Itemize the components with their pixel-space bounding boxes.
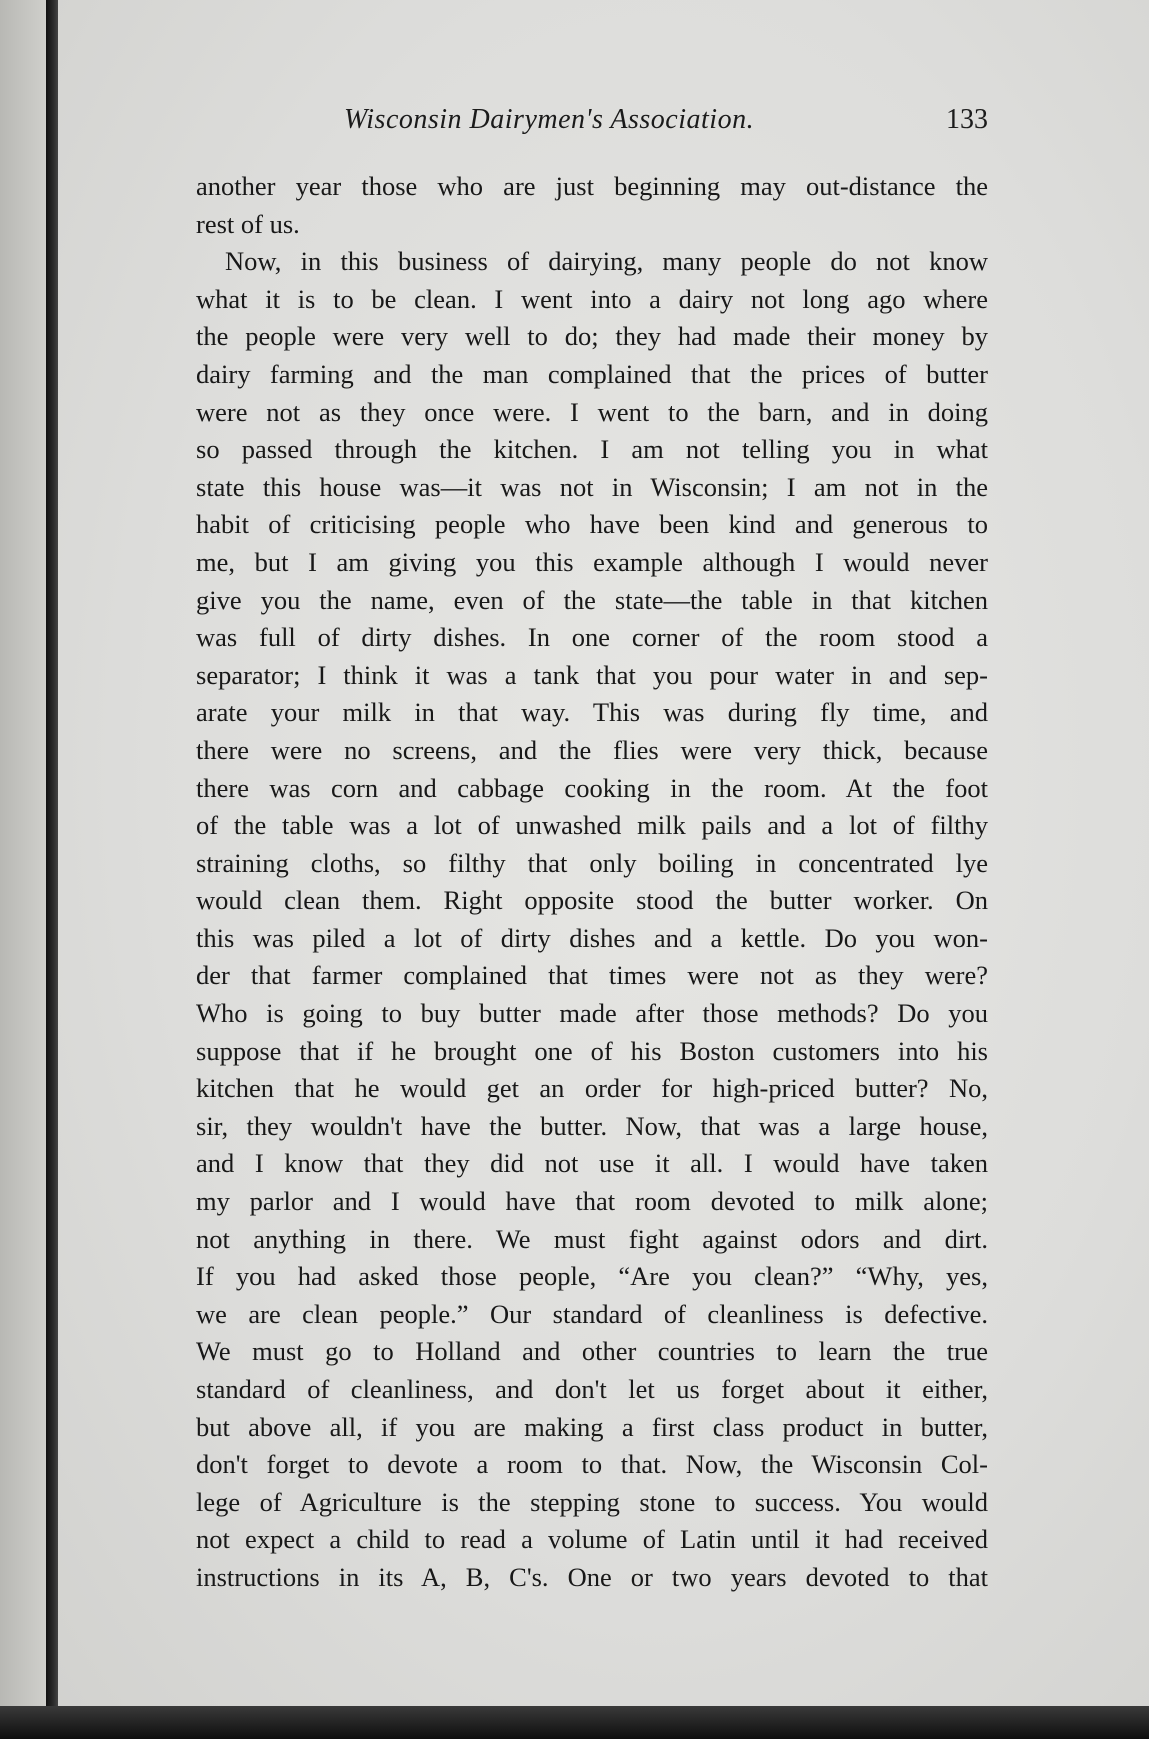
page-number: 133 bbox=[946, 104, 988, 135]
book-spine bbox=[46, 0, 58, 1739]
text-line: straining cloths, so filthy that only boiling in concentrated lye bbox=[196, 847, 988, 878]
running-head bbox=[196, 104, 988, 144]
text-line: standard of cleanliness, and don't let us forget about it either, bbox=[196, 1374, 988, 1404]
text-line: of the table was a lot of unwashed milk pails and a lot of filthy bbox=[196, 810, 988, 841]
text-line: we are clean people.” Our standard of cleanliness is defective. bbox=[196, 1298, 988, 1329]
text-line: dairy farming and the man complained that the prices of butter bbox=[196, 358, 988, 389]
text-line: and I know that they did not use it all. I would have taken bbox=[196, 1148, 988, 1179]
text-line: We must go to Holland and other countries to learn the true bbox=[196, 1336, 988, 1367]
text-line: there were no screens, and the flies were very thick, because bbox=[196, 734, 988, 765]
text-line: Who is going to buy butter made after those methods? Do you bbox=[196, 998, 988, 1029]
text-line: the people were very well to do; they had made their money by bbox=[196, 321, 988, 352]
text-line: kitchen that he would get an order for high-priced butter? No, bbox=[196, 1073, 988, 1104]
text-line: not expect a child to read a volume of Latin until it had received bbox=[196, 1524, 988, 1555]
text-line: were not as they once were. I went to the barn, and in doing bbox=[196, 396, 988, 427]
running-head-title: Wisconsin Dairymen's Association. bbox=[344, 104, 755, 135]
text-line: this was piled a lot of dirty dishes and a kettle. Do you won- bbox=[196, 922, 988, 953]
text-line: there was corn and cabbage cooking in the room. At the foot bbox=[196, 772, 988, 803]
text-line: Now, in this business of dairying, many people do not know bbox=[225, 246, 988, 277]
text-line: instructions in its A, B, C's. One or two years devoted to that bbox=[196, 1561, 988, 1592]
text-line: me, but I am giving you this example although I would never bbox=[196, 546, 988, 577]
text-line: arate your milk in that way. This was during fly time, and bbox=[196, 697, 988, 728]
text-line: sir, they wouldn't have the butter. Now, that was a large house, bbox=[196, 1110, 988, 1141]
text-line: separator; I think it was a tank that you pour water in and sep- bbox=[196, 659, 988, 690]
text-line: so passed through the kitchen. I am not telling you in what bbox=[196, 434, 988, 465]
text-line: If you had asked those people, “Are you clean?” “Why, yes, bbox=[196, 1261, 988, 1292]
text-line: give you the name, even of the state—the table in that kitchen bbox=[196, 584, 988, 615]
text-line: lege of Agriculture is the stepping stone to success. You would bbox=[196, 1486, 988, 1517]
text-line: my parlor and I would have that room devoted to milk alone; bbox=[196, 1186, 988, 1217]
body-text bbox=[196, 168, 988, 1597]
text-line: another year those who are just beginning may out-distance the bbox=[196, 171, 988, 201]
text-line: would clean them. Right opposite stood the butter worker. On bbox=[196, 885, 988, 916]
text-line: rest of us. bbox=[196, 208, 300, 239]
text-line: was full of dirty dishes. In one corner of the room stood a bbox=[196, 622, 988, 653]
bottom-shadow-band bbox=[0, 1706, 1149, 1739]
text-line: not anything in there. We must fight against odors and dirt. bbox=[196, 1223, 988, 1254]
text-line: what it is to be clean. I went into a dairy not long ago where bbox=[196, 283, 988, 314]
text-line: habit of criticising people who have been kind and generous to bbox=[196, 509, 988, 540]
left-margin-strip bbox=[0, 0, 46, 1739]
text-line: don't forget to devote a room to that. Now, the Wisconsin Col- bbox=[196, 1449, 988, 1480]
text-line: suppose that if he brought one of his Boston customers into his bbox=[196, 1035, 988, 1066]
text-line: but above all, if you are making a first class product in butter, bbox=[196, 1411, 988, 1442]
text-line: state this house was—it was not in Wisconsin; I am not in the bbox=[196, 471, 988, 502]
text-line: der that farmer complained that times were not as they were? bbox=[196, 960, 988, 991]
